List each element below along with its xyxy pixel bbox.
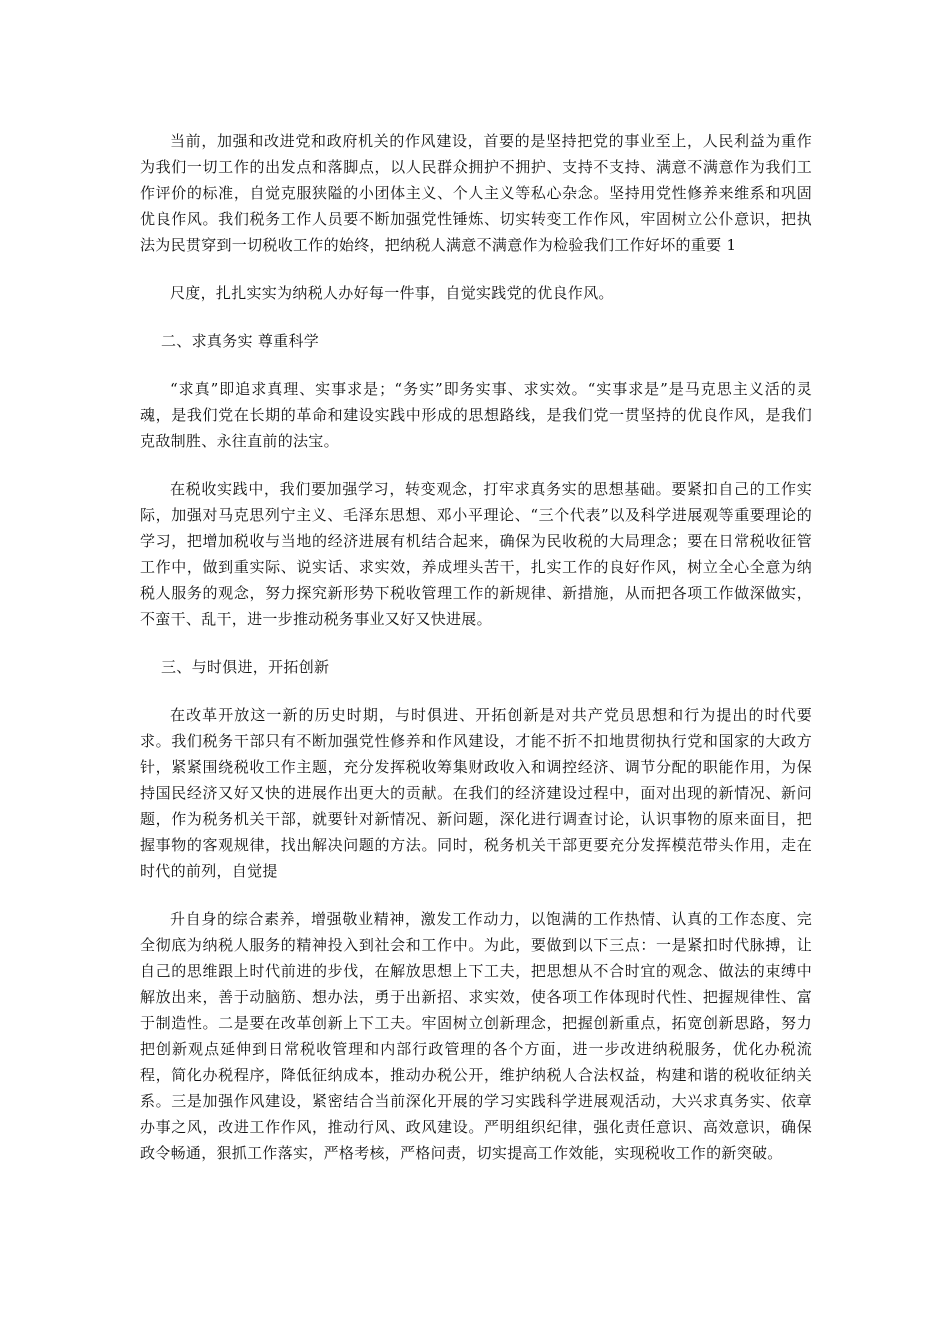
- paragraph-continuation: 尺度，扎扎实实为纳税人办好每一件事，自觉实践党的优良作风。: [170, 284, 614, 302]
- section-heading-3: 三、与时俱进，开拓创新: [161, 658, 330, 676]
- paragraph-tax-practice: 在税收实践中，我们要加强学习，转变观念，打牢求真务实的思想基础。要紧扣自己的工作实际，加强对马克思列宁主义、毛泽东思想、邓小平理论、“三个代表”以及科学进展观等重要理论的学习，把增加税收与当地的经济进展有机结合起来，确保为民收税的大局理念；要在日常税收征管工作中，做到重实际、说实话、求实效，养成埋头苦干，扎实工作的良好作风，树立全心全意为纳税人服务的观念，努力探究新形势下税收管理工作的新规律、新措施，从而把各项工作做深做实，不蛮干、乱干，进一步推动税务事业又好又快进展。: [140, 480, 812, 628]
- document-body: [140, 128, 812, 1188]
- paragraph-seek-truth: “求真”即追求真理、实事求是；“务实”即务实事、求实效。“实事求是”是马克思主义活的灵魂，是我们党在长期的革命和建设实践中形成的思想路线，是我们党一贯坚持的优良作风，是我们克敌制胜、永往直前的法宝。: [140, 380, 812, 450]
- paragraph-party-style: 当前，加强和改进党和政府机关的作风建设，首要的是坚持把党的事业至上，人民利益为重作为我们一切工作的出发点和落脚点，以人民群众拥护不拥护、支持不支持、满意不满意作为我们工作评价的标准，自觉克服狭隘的小团体主义、个人主义等私心杂念。坚持用党性修养来维系和巩固优良作风。我们税务工作人员要不断加强党性锤炼、切实转变工作作风，牢固树立公仆意识，把执法为民贯穿到一切税收工作的始终，把纳税人满意不满意作为检验我们工作好坏的重要 1: [140, 132, 812, 254]
- section-heading-2: 二、求真务实 尊重科学: [161, 332, 320, 350]
- paragraph-three-points: 升自身的综合素养，增强敬业精神，激发工作动力，以饱满的工作热情、认真的工作态度、完全彻底为纳税人服务的精神投入到社会和工作中。为此，要做到以下三点：一是紧扣时代脉搏，让自己的思维跟上时代前进的步伐，在解放思想上下工夫，把思想从不合时宜的观念、做法的束缚中解放出来，善于动脑筋、想办法，勇于出新招、求实效，使各项工作体现时代性、把握规律性、富于制造性。二是要在改革创新上下工夫。牢固树立创新理念，把握创新重点，拓宽创新思路，努力把创新观点延伸到日常税收管理和内部行政管理的各个方面，进一步改进纳税服务，优化办税流程，简化办税程序，降低征纳成本，推动办税公开，维护纳税人合法权益，构建和谐的税收征纳关系。三是加强作风建设，紧密结合当前深化开展的学习实践科学进展观活动，大兴求真务实、依章办事之风，改进工作作风，推动行风、政风建设。严明组织纪律，强化责任意识、高效意识，确保政令畅通，狠抓工作落实，严格考核，严格问责，切实提高工作效能，实现税收工作的新突破。: [140, 910, 812, 1162]
- paragraph-reform: 在改革开放这一新的历史时期，与时俱进、开拓创新是对共产党员思想和行为提出的时代要求。我们税务干部只有不断加强党性修养和作风建设，才能不折不扣地贯彻执行党和国家的大政方针，紧紧围绕税收工作主题，充分发挥税收筹集财政收入和调控经济、调节分配的职能作用，为保持国民经济又好又快的进展作出更大的贡献。在我们的经济建设过程中，面对出现的新情况、新问题，作为税务机关干部，就要针对新情况、新问题，深化进行调查讨论，认识事物的原来面目，把握事物的客观规律，找出解决问题的方法。同时，税务机关干部更要充分发挥模范带头作用，走在时代的前列，自觉提: [140, 706, 812, 880]
